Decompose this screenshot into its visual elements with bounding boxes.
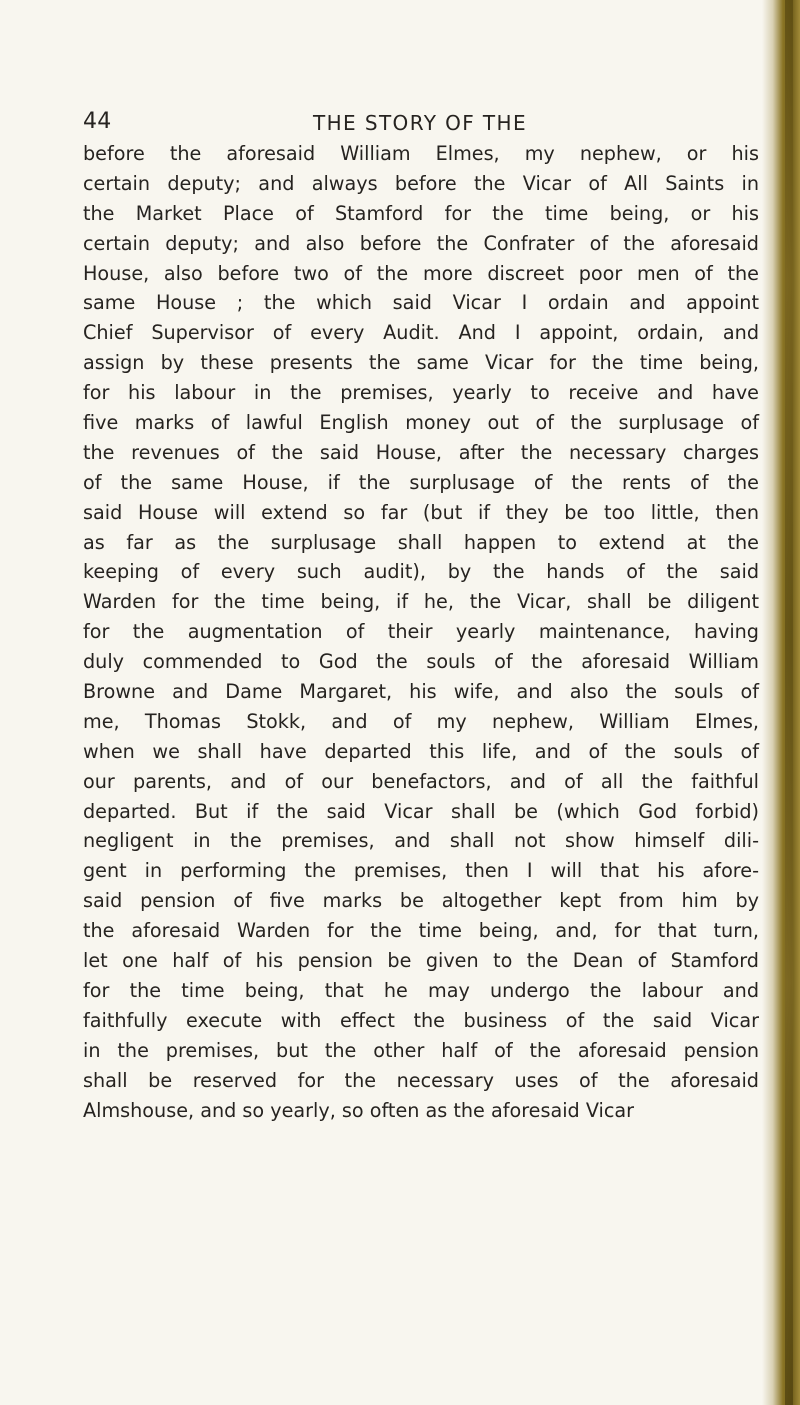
page-number: 44 <box>83 109 112 134</box>
text-line: faithfully execute with effect the business of the said Vicar <box>83 1008 759 1032</box>
text-line: the aforesaid Warden for the time being, and, for that turn, <box>83 919 759 943</box>
text-line: in the premises, but the other half of the aforesaid pension <box>83 1038 759 1062</box>
running-title: THE STORY OF THE <box>313 111 527 135</box>
text-line: our parents, and of our benefactors, and of all the faithful <box>83 769 759 793</box>
text-line: for the augmentation of their yearly maintenance, having <box>83 620 759 644</box>
text-line: as far as the surplusage shall happen to extend at the <box>83 530 759 554</box>
text-line: of the same House, if the surplusage of the rents of the <box>83 470 759 494</box>
body-text <box>83 139 759 1125</box>
text-line: departed. But if the said Vicar shall be (which God forbid) <box>83 799 759 823</box>
text-line: same House ; the which said Vicar I ordain and appoint <box>83 291 759 315</box>
text-line: Warden for the time being, if he, the Vicar, shall be diligent <box>83 590 759 614</box>
text-line: Browne and Dame Margaret, his wife, and also the souls of <box>83 680 759 704</box>
binding-strip <box>785 0 793 1405</box>
text-line: said pension of five marks be altogether kept from him by <box>83 889 759 913</box>
text-line: keeping of every such audit), by the hands of the said <box>83 560 759 584</box>
running-head <box>83 108 723 138</box>
text-line: for his labour in the premises, yearly to receive and have <box>83 381 759 405</box>
text-line: certain deputy; and always before the Vicar of All Saints in <box>83 171 759 195</box>
text-line: shall be reserved for the necessary uses of the aforesaid <box>83 1068 759 1092</box>
text-line: for the time being, that he may undergo the labour and <box>83 978 759 1002</box>
text-line: negligent in the premises, and shall not show himself dili- <box>83 829 759 853</box>
text-line: Almshouse, and so yearly, so often as the aforesaid Vicar <box>83 1098 635 1122</box>
text-line: before the aforesaid William Elmes, my nephew, or his <box>83 142 759 165</box>
text-line: when we shall have departed this life, and of the souls of <box>83 739 759 763</box>
binding-edge <box>762 0 800 1405</box>
text-line: assign by these presents the same Vicar for the time being, <box>83 351 759 375</box>
text-line: me, Thomas Stokk, and of my nephew, William Elmes, <box>83 709 759 733</box>
text-line: gent in performing the premises, then I will that his afore- <box>83 859 759 883</box>
text-line: duly commended to God the souls of the aforesaid William <box>83 650 759 674</box>
text-line: five marks of lawful English money out of the surplusage of <box>83 411 759 435</box>
text-line: said House will extend so far (but if they be too little, then <box>83 500 759 524</box>
text-line: let one half of his pension be given to the Dean of Stamford <box>83 949 759 973</box>
text-line: certain deputy; and also before the Confrater of the aforesaid <box>83 231 759 255</box>
text-line: the revenues of the said House, after the necessary charges <box>83 440 759 464</box>
text-line: House, also before two of the more discreet poor men of the <box>83 261 759 285</box>
text-line: Chief Supervisor of every Audit. And I appoint, ordain, and <box>83 321 759 345</box>
text-line: the Market Place of Stamford for the time being, or his <box>83 201 759 225</box>
